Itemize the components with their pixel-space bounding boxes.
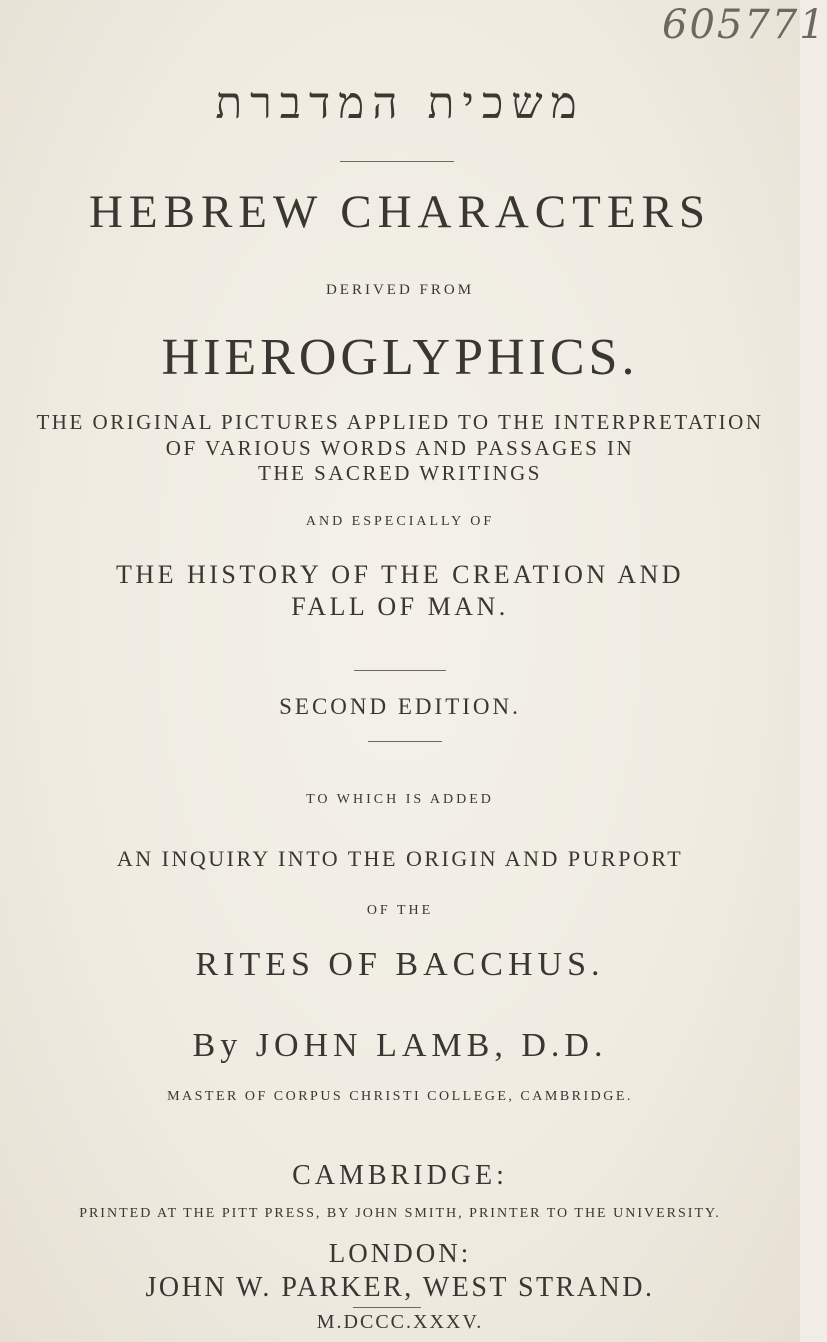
subtitle-line-2: OF VARIOUS WORDS AND PASSAGES IN — [165, 436, 635, 460]
imprint-london: LONDON: — [328, 1238, 472, 1268]
subtitle-line-3: THE SACRED WRITINGS — [258, 461, 542, 485]
rule-above-edition — [354, 670, 446, 671]
inquiry-title: AN INQUIRY INTO THE ORIGIN AND PURPORT — [116, 846, 684, 871]
edition: SECOND EDITION. — [279, 694, 521, 719]
rule-under-hebrew — [340, 161, 454, 162]
imprint-date: M.DCCC.XXXV. — [316, 1311, 484, 1333]
and-especially: AND ESPECIALLY OF — [305, 514, 495, 529]
author: By JOHN LAMB, D.D. — [192, 1027, 608, 1064]
author-title: MASTER OF CORPUS CHRISTI COLLEGE, CAMBRIDGE. — [167, 1089, 633, 1104]
rule-below-edition — [368, 741, 442, 742]
imprint-city: CAMBRIDGE: — [292, 1160, 508, 1191]
subtitle-line-1: THE ORIGINAL PICTURES APPLIED TO THE INTERPRETATION — [36, 410, 764, 434]
history-line-1: THE HISTORY OF THE CREATION AND — [115, 560, 685, 589]
main-title: HEBREW CHARACTERS — [88, 186, 712, 238]
imprint-publisher: JOHN W. PARKER, WEST STRAND. — [145, 1272, 655, 1303]
hebrew-title: משכית המדברת — [215, 78, 585, 129]
of-the: OF THE — [366, 903, 434, 918]
rule-above-date — [353, 1307, 421, 1308]
history-line-2: FALL OF MAN. — [291, 592, 509, 621]
to-which-is-added: TO WHICH IS ADDED — [306, 792, 494, 807]
derived-from: DERIVED FROM — [325, 282, 475, 298]
handwritten-shelfmark: 605771 — [662, 2, 827, 48]
imprint-printed: PRINTED AT THE PITT PRESS, BY JOHN SMITH, PRINTER TO THE UNIVERSITY. — [79, 1206, 721, 1221]
rites-title: RITES OF BACCHUS. — [195, 946, 605, 983]
hieroglyphics-title: HIEROGLYPHICS. — [161, 329, 639, 386]
